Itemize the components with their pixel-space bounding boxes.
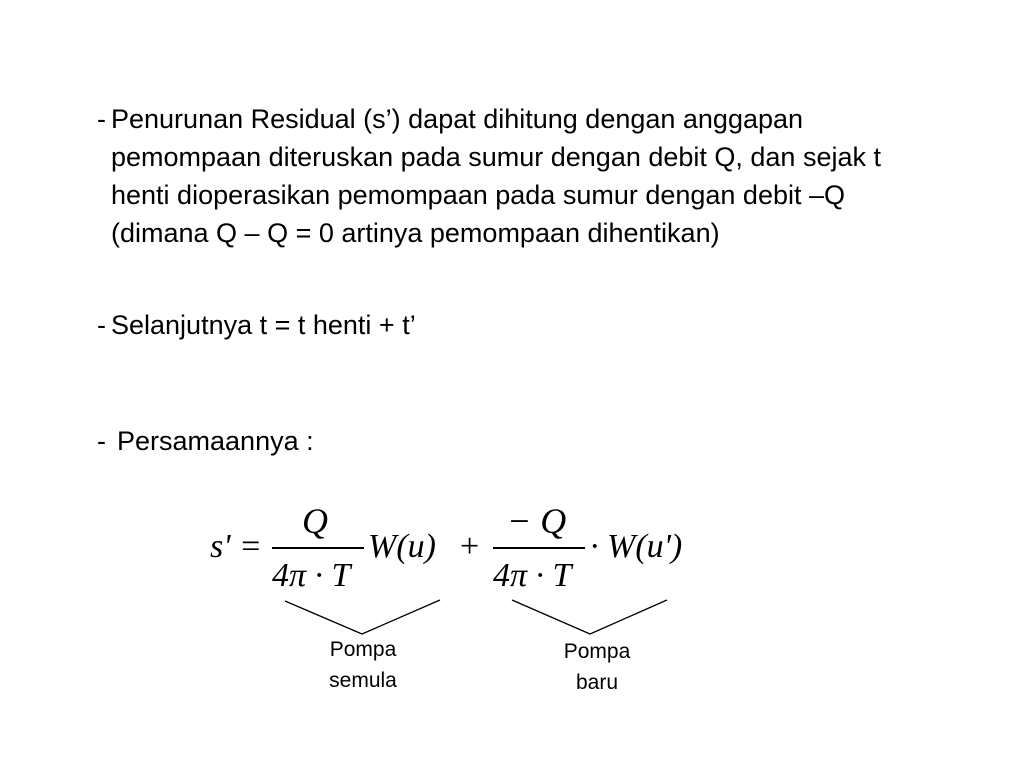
term1-numerator: Q bbox=[302, 501, 328, 541]
left-brace-icon bbox=[285, 600, 440, 634]
term1-denominator: 4π · T bbox=[272, 557, 351, 594]
bullet-marker: - bbox=[97, 426, 106, 456]
term1-function: W(u) bbox=[368, 528, 436, 565]
plus-sign: + bbox=[460, 528, 480, 565]
label-pompa-baru bbox=[527, 636, 667, 698]
equation-lhs: s' = bbox=[210, 528, 262, 565]
bullet-text: Penurunan Residual (s’) dapat dihitung dengan anggapan pemompaan diteruskan pada sumur dengan debit Q, dan sejak t henti dioperasikan pemompaan pada sumur dengan debit –Q (dimana Q – Q = 0 artinya pemompaan dihentikan) bbox=[111, 104, 881, 248]
bullet-marker: - bbox=[97, 104, 106, 134]
bullet-text: Selanjutnya t = t henti + t’ bbox=[111, 310, 416, 340]
label-pompa-semula bbox=[293, 634, 433, 696]
label-line: Pompa bbox=[329, 638, 397, 661]
label-line: Pompa bbox=[563, 640, 631, 663]
term2-function: · W(u') bbox=[590, 528, 683, 565]
label-line: semula bbox=[329, 669, 397, 692]
term2-numerator: − Q bbox=[507, 501, 567, 541]
bullet-marker: - bbox=[97, 310, 106, 340]
label-line: baru bbox=[575, 671, 619, 694]
right-brace-icon bbox=[512, 600, 667, 634]
bullet-text: Persamaannya : bbox=[117, 426, 314, 456]
term2-denominator: 4π · T bbox=[493, 557, 572, 594]
